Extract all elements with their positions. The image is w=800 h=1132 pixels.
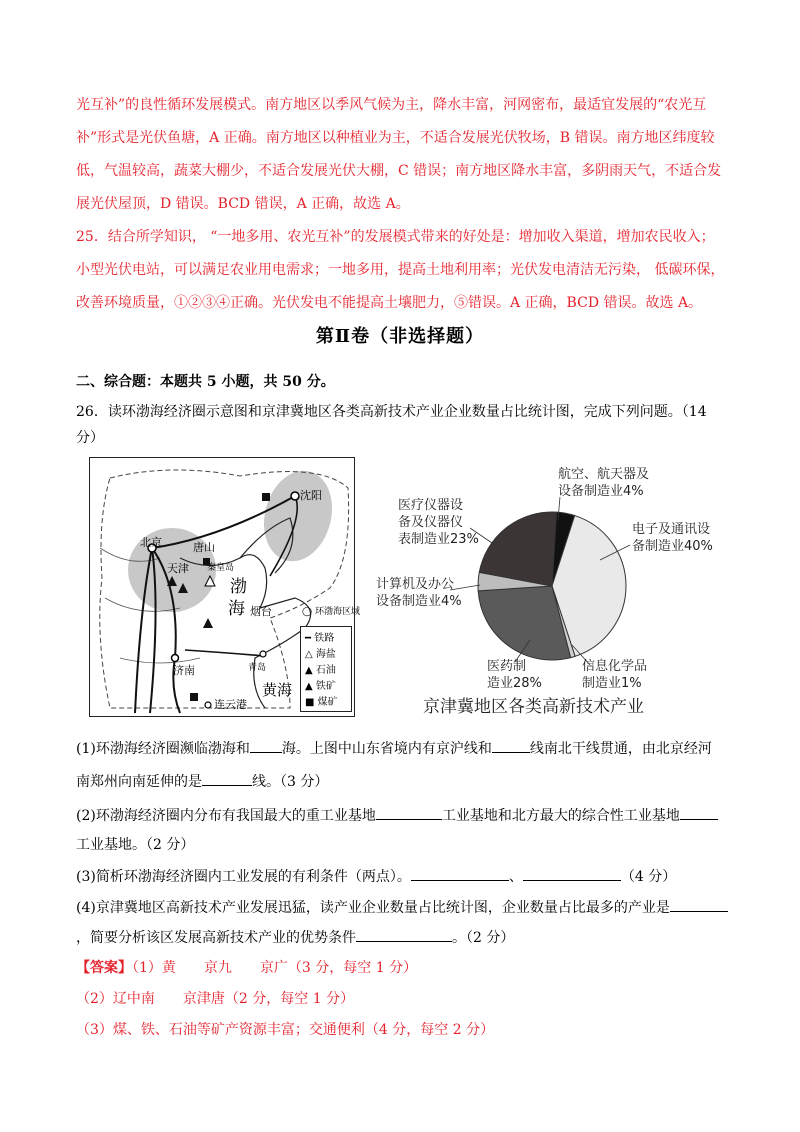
q1-text-e: 线。（3 分） [252, 774, 329, 790]
part-heading: 二、综合题：本题共 5 小题，共 50 分。 [76, 374, 335, 390]
legend-coal-label: 煤矿 [317, 697, 338, 708]
question-26-intro: 26．读环渤海经济圈示意图和京津冀地区各类高新技术产业企业数量占比统计图，完成下列问题。（14 [76, 404, 707, 420]
answer-blank[interactable] [680, 805, 718, 820]
pie-label-medical-instrument-l2: 备及仪器仪 [398, 515, 464, 530]
pie-label-computer-l2: 设备制造业4% [376, 594, 462, 609]
pie-label-electronics [632, 521, 713, 555]
legend-railway: ━ 铁路 [305, 633, 335, 644]
answer-blank[interactable] [356, 927, 452, 942]
city-label-qingdao: 青岛 [248, 663, 267, 673]
pie-title: 京津冀地区各类高新技术产业 [423, 697, 644, 717]
answer-blank[interactable] [202, 771, 252, 786]
city-label-jinan: 济南 [173, 664, 195, 677]
q4-text-c: 。（2 分） [452, 930, 515, 946]
pie-label-medical-instrument [398, 497, 479, 548]
explanation-line-3: 低，气温较高，蔬菜大棚少，不适合发展光伏大棚，C 错误；南方地区降水丰富，多阴雨天气，不适合发 [76, 163, 722, 179]
answer-line-3: （3）煤、铁、石油等矿产资源丰富；交通便利（4 分，每空 2 分） [76, 1022, 495, 1038]
explanation-line-6: 小型光伏电站，可以满足农业用电需求；一地多用，提高土地利用率；光伏发电清洁无污染， 低碳环保， [76, 262, 725, 278]
pie-label-medicine [487, 658, 542, 692]
explanation-line-4: 展光伏屋顶，D 错误。BCD 错误，A 正确，故选 A。 [76, 196, 410, 212]
city-label-tianjin: 天津 [167, 562, 189, 575]
sea-label-hai: 海 [228, 599, 245, 619]
legend-oil-label: 石油 [315, 665, 336, 676]
q1-text-b: 海。上图中山东省境内有京沪线和 [281, 741, 492, 757]
q1-text-c: 线南北干线贯通，由北京经河 [529, 741, 712, 757]
explanation-line-5: 25．结合所学知识， “一地多用、农光互补”的发展模式带来的好处是：增加收入渠道，增加农民收入； [76, 229, 715, 245]
legend-salt-label: 海盐 [315, 649, 336, 660]
question-26-2-cont: 工业基地。（2 分） [76, 837, 195, 853]
q3-text-c: （4 分） [620, 869, 677, 885]
section-title: 第Ⅱ卷（非选择题） [315, 326, 485, 347]
answer-blank[interactable] [670, 897, 728, 912]
question-26-4-cont [76, 927, 736, 948]
pie-label-aerospace [558, 466, 649, 500]
answer-line-2: （2）辽中南 京津唐（2 分，每空 1 分） [76, 991, 355, 1007]
pie-label-medical-instrument-l1: 医疗仪器设 [398, 498, 464, 513]
answer-blank[interactable] [376, 805, 442, 820]
answer-1: （1）黄 京九 京广（3 分，每空 1 分） [132, 960, 418, 976]
pie-label-aerospace-l1: 航空、航天器及 [558, 467, 650, 482]
answer-line-1 [76, 958, 736, 978]
legend-coal: ■ 煤矿 [305, 697, 338, 708]
q1-text-a: (1)环渤海经济圈濒临渤海和 [76, 741, 250, 757]
legend-oil: ▲ 石油 [305, 665, 336, 676]
legend-region-label: 环渤海区域 [314, 607, 360, 617]
city-label-qinhuangdao: 秦皇岛 [207, 563, 235, 573]
legend-salt: △ 海盐 [305, 649, 336, 660]
q3-text-b: 、 [508, 869, 523, 885]
legend-railway-label: 铁路 [314, 633, 335, 644]
city-label-lianyungang: 连云港 [214, 698, 247, 711]
explanation-line-7: 改善环境质量，①②③④正确。光伏发电不能提高土壤肥力，⑤错误。A 正确，BCD 错误。故选 A。 [76, 295, 703, 311]
q4-text-a: (4)京津冀地区高新技术产业发展迅猛，读产业企业数量占比统计图，企业数量占比最多的产业是 [76, 900, 670, 916]
city-label-yantai: 烟台 [250, 605, 272, 618]
q2-text-a: (2)环渤海经济圈内分布有我国最大的重工业基地 [76, 808, 376, 824]
pie-label-medicine-l1: 医药制 [487, 659, 527, 674]
pie-label-electronics-l2: 备制造业40% [632, 539, 713, 554]
question-26-1-cont [76, 771, 736, 792]
legend-iron: ▲ 铁矿 [305, 681, 336, 692]
question-26-1 [76, 738, 736, 759]
city-label-beijing: 北京 [140, 536, 162, 549]
q2-text-b: 工业基地和北方最大的综合性工业基地 [441, 808, 680, 824]
question-26-intro-cont: 分） [76, 430, 104, 446]
question-26-2 [76, 805, 736, 826]
answer-blank[interactable] [523, 866, 621, 881]
explanation-line-1: 光互补”的良性循环发展模式。南方地区以季风气候为主，降水丰富，河网密布，最适宜发展的“农光互 [76, 97, 707, 113]
question-26-3 [76, 866, 736, 887]
pie-label-info-chem-l1: 信息化学品 [582, 659, 648, 674]
question-26-4 [76, 897, 736, 918]
city-label-tangshan: 唐山 [193, 541, 215, 554]
pie-slice-medical-instrument [479, 512, 556, 586]
q3-text-a: (3)简析环渤海经济圈内工业发展的有利条件（两点）。 [76, 869, 411, 885]
sea-label-huanghai: 黄海 [262, 681, 293, 699]
pie-label-aerospace-l2: 设备制造业4% [558, 484, 644, 499]
legend-iron-label: 铁矿 [315, 681, 336, 692]
pie-label-info-chem [582, 658, 647, 692]
pie-label-computer [376, 576, 462, 610]
pie-label-info-chem-l2: 制造业1% [582, 676, 642, 691]
answer-blank[interactable] [411, 866, 509, 881]
sea-label-bo: 渤 [230, 577, 247, 597]
pie-label-medical-instrument-l3: 表制造业23% [398, 532, 479, 547]
q1-text-d: 南郑州向南延伸的是 [76, 774, 202, 790]
answer-blank[interactable] [492, 738, 530, 753]
explanation-line-2: 补”形式是光伏鱼塘，A 正确。南方地区以种植业为主，不适合发展光伏牧场，B 错误。南方地区纬度较 [76, 130, 715, 146]
answer-blank[interactable] [250, 738, 282, 753]
legend-region: ◯ 环渤海区域 [302, 607, 360, 617]
q4-text-b: ，简要分析该区发展高新技术产业的优势条件 [76, 930, 356, 946]
pie-label-computer-l1: 计算机及办公 [376, 577, 455, 592]
answer-label: 【答案】 [76, 960, 132, 976]
pie-label-electronics-l1: 电子及通讯设 [632, 522, 711, 537]
pie-label-medicine-l2: 造业28% [487, 676, 542, 691]
city-label-shenyang: 沈阳 [300, 489, 322, 502]
